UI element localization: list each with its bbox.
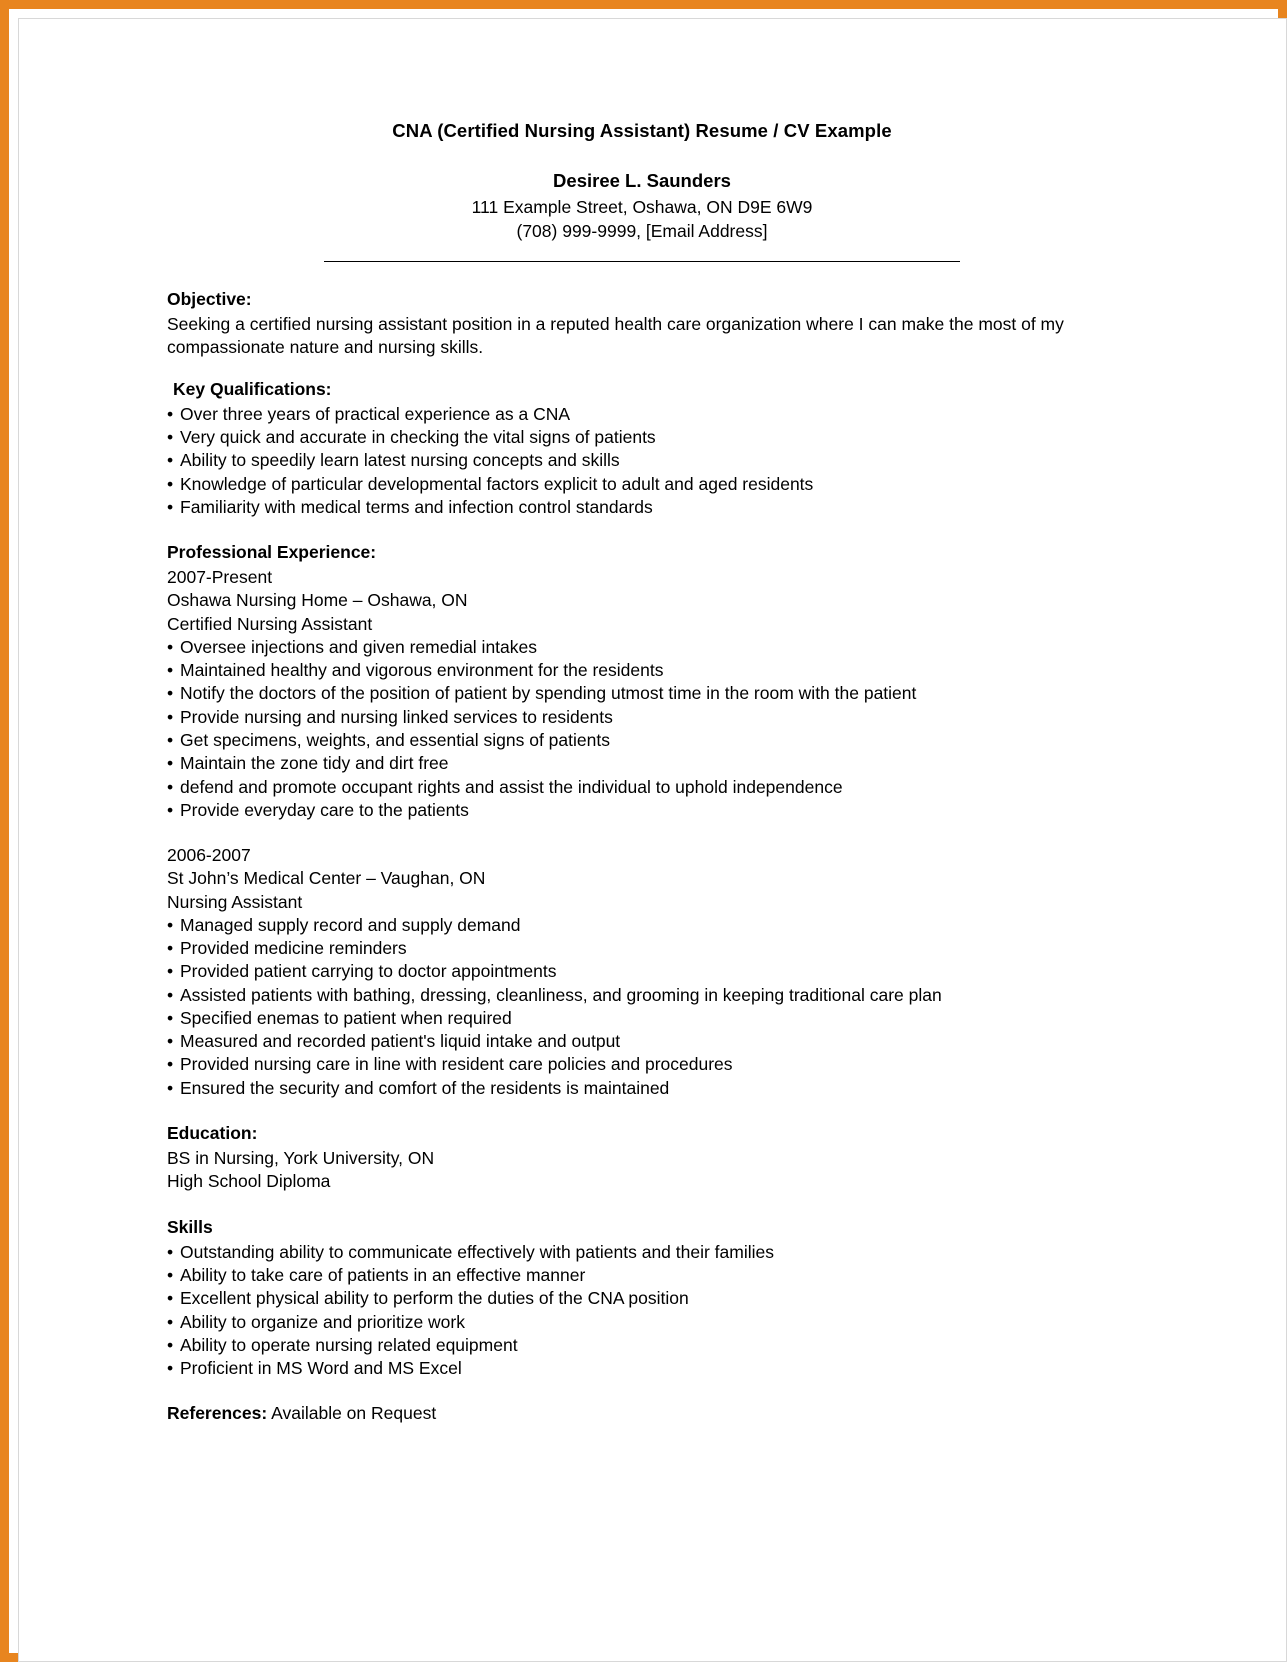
section-references [167,1402,1117,1425]
list-item: • Provided nursing care in line with resident care policies and procedures [167,1053,1117,1076]
list-item: • Provide everyday care to the patients [167,799,1117,822]
list-item: • Measured and recorded patient's liquid intake and output [167,1030,1117,1053]
resume-page [18,18,1287,1662]
objective-heading: Objective: [167,289,252,309]
list-item: • Ability to operate nursing related equipment [167,1334,1117,1357]
list-item: • Excellent physical ability to perform the duties of the CNA position [167,1287,1117,1310]
header-divider [167,261,1117,262]
experience-dates: 2006-2007 [167,845,251,866]
references-value: Available on Request [271,1403,437,1424]
section-skills [167,1216,1117,1381]
candidate-name: Desiree L. Saunders [553,170,731,192]
experience-entry [167,844,1117,1100]
education-line: High School Diploma [167,1171,331,1192]
list-item: • Ability to organize and prioritize work [167,1311,1117,1334]
experience-role: Nursing Assistant [167,891,303,912]
resume-content [167,119,1117,1425]
experience-entry [167,566,1117,822]
experience-employer: Oshawa Nursing Home – Oshawa, ON [167,590,468,611]
education-line: BS in Nursing, York University, ON [167,1148,435,1169]
experience-duties-list [167,636,1117,822]
objective-text: Seeking a certified nursing assistant position in a reputed health care organization where I can make the most of my compassionate nature and nursing skills. [167,314,1064,358]
list-item: • Get specimens, weights, and essential signs of patients [167,729,1117,752]
references-label: References: [167,1403,268,1424]
experience-duties-list [167,914,1117,1100]
list-item: • Knowledge of particular developmental factors explicit to adult and aged residents [167,473,1117,496]
skills-list [167,1241,1117,1381]
list-item: • defend and promote occupant rights and assist the individual to uphold independence [167,776,1117,799]
list-item: • Ability to take care of patients in an effective manner [167,1264,1117,1287]
list-item: • Assisted patients with bathing, dressing, cleanliness, and grooming in keeping traditional care plan [167,984,1117,1007]
skills-heading: Skills [167,1216,213,1237]
list-item: • Ability to speedily learn latest nursing concepts and skills [167,449,1117,472]
candidate-contact: (708) 999-9999, [Email Address] [516,220,768,241]
list-item: • Notify the doctors of the position of patient by spending utmost time in the room with the patient [167,682,1117,705]
section-education [167,1122,1117,1194]
list-item: • Proficient in MS Word and MS Excel [167,1357,1117,1380]
list-item: • Provide nursing and nursing linked services to residents [167,706,1117,729]
candidate-address: 111 Example Street, Oshawa, ON D9E 6W9 [471,196,813,217]
list-item: • Outstanding ability to communicate effectively with patients and their families [167,1241,1117,1264]
experience-role: Certified Nursing Assistant [167,613,373,634]
list-item: • Maintained healthy and vigorous environment for the residents [167,659,1117,682]
experience-employer: St John’s Medical Center – Vaughan, ON [167,868,486,889]
key-qualifications-heading: Key Qualifications: [173,378,332,399]
section-objective [167,288,1117,360]
list-item: • Specified enemas to patient when required [167,1007,1117,1030]
list-item: • Over three years of practical experience as a CNA [167,403,1117,426]
list-item: • Provided patient carrying to doctor appointments [167,960,1117,983]
professional-experience-heading: Professional Experience: [167,542,377,563]
education-heading: Education: [167,1122,258,1143]
list-item: • Familiarity with medical terms and infection control standards [167,496,1117,519]
list-item: • Provided medicine reminders [167,937,1117,960]
section-professional-experience [167,541,1117,1100]
experience-dates: 2007-Present [167,567,273,588]
list-item: • Managed supply record and supply demand [167,914,1117,937]
list-item: • Oversee injections and given remedial intakes [167,636,1117,659]
section-key-qualifications [167,378,1117,519]
key-qualifications-list [167,403,1117,519]
list-item: • Maintain the zone tidy and dirt free [167,752,1117,775]
document-title: CNA (Certified Nursing Assistant) Resume / CV Example [392,120,892,141]
list-item: • Very quick and accurate in checking the vital signs of patients [167,426,1117,449]
list-item: • Ensured the security and comfort of the residents is maintained [167,1077,1117,1100]
